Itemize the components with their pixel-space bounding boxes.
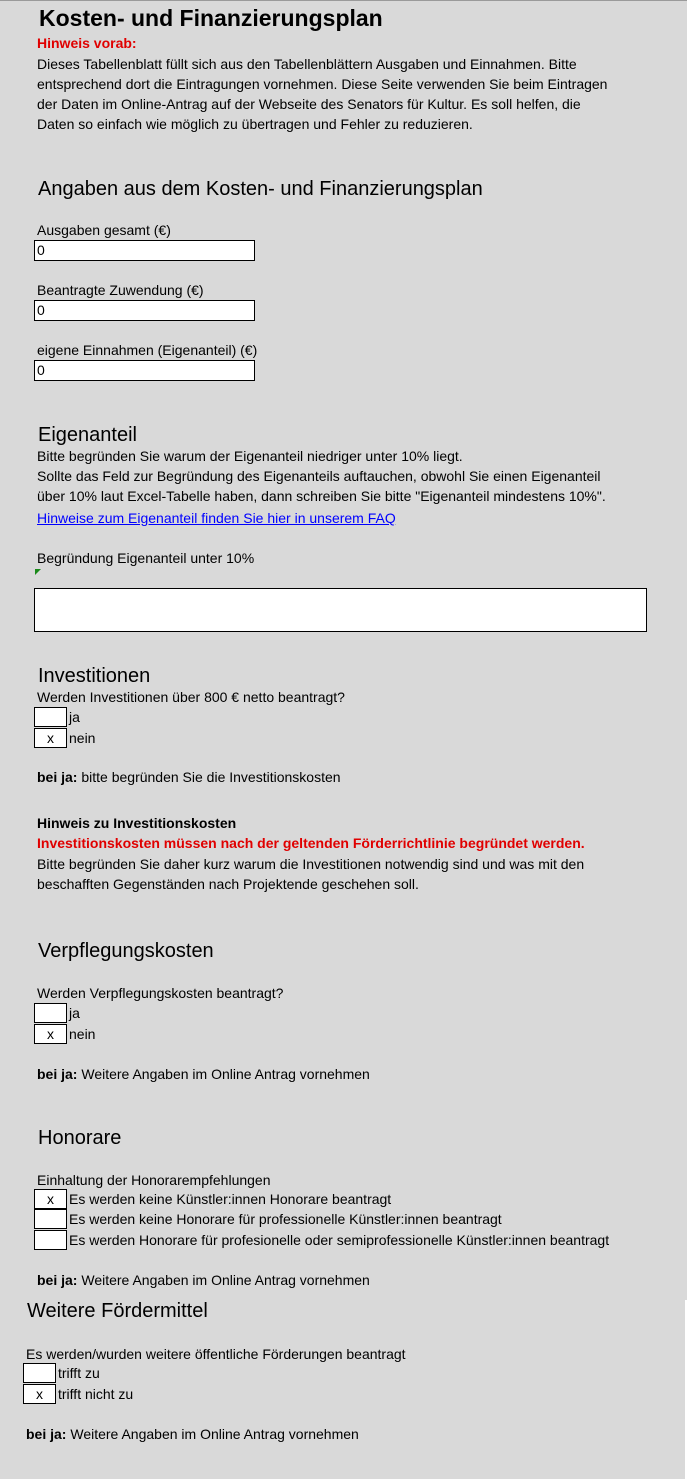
investitionen-hint-red: Investitionskosten müssen nach der geltenden Förderrichtlinie begründet werden.	[37, 835, 585, 851]
foerdermittel-trifft-zu-checkbox[interactable]	[23, 1363, 56, 1383]
note-bold: bei ja:	[37, 1272, 78, 1288]
note-bold: bei ja:	[37, 769, 78, 785]
foerdermittel-trifft-nicht-zu-label: trifft nicht zu	[58, 1386, 134, 1402]
honorare-option-1-label: Es werden keine Künstler:innen Honorare beantragt	[69, 1191, 392, 1207]
begruendung-field[interactable]	[34, 588, 647, 632]
page-title: Kosten- und Finanzierungsplan	[39, 5, 383, 31]
zuwendung-label: Beantragte Zuwendung (€)	[37, 282, 204, 298]
begruendung-label: Begründung Eigenanteil unter 10%	[37, 550, 255, 566]
investitionen-question: Werden Investitionen über 800 € netto beantragt?	[37, 689, 345, 705]
hinweis-line-1: Dieses Tabellenblatt füllt sich aus den Tabellenblättern Ausgaben und Einnahmen. Bitte	[37, 56, 577, 72]
note-text: Weitere Angaben im Online Antrag vornehmen	[77, 1272, 370, 1288]
verpflegung-ja-label: ja	[69, 1005, 80, 1021]
note-bold: bei ja:	[37, 1066, 78, 1082]
investitionen-nein-checkbox[interactable]: x	[34, 728, 67, 748]
ausgaben-gesamt-field[interactable]: 0	[34, 240, 255, 261]
investitionen-note	[37, 767, 341, 787]
honorare-option-2-label: Es werden keine Honorare für professionelle Künstler:innen beantragt	[69, 1211, 502, 1227]
honorare-heading: Honorare	[38, 1127, 122, 1149]
investitionen-ja-label: ja	[69, 709, 80, 725]
hinweis-line-4: Daten so einfach wie möglich zu übertragen und Fehler zu reduzieren.	[37, 116, 473, 132]
verpflegung-question: Werden Verpflegungskosten beantragt?	[37, 985, 284, 1001]
honorare-option-3-checkbox[interactable]	[34, 1230, 67, 1250]
eigenanteil-line-3: über 10% laut Excel-Tabelle haben, dann schreiben Sie bitte "Eigenanteil mindestens 10%".	[37, 488, 606, 504]
hinweis-line-2: entsprechend dort die Eintragungen vornehmen. Diese Seite verwenden Sie beim Eintragen	[37, 76, 608, 92]
investitionen-hint-title: Hinweis zu Investitionskosten	[37, 815, 237, 831]
investitionen-hint-line-2: beschafften Gegenständen nach Projektende geschehen soll.	[37, 876, 419, 892]
zuwendung-field[interactable]: 0	[34, 300, 255, 321]
eigenanteil-line-1: Bitte begründen Sie warum der Eigenanteil niedriger unter 10% liegt.	[37, 448, 463, 464]
honorare-option-2-checkbox[interactable]	[34, 1209, 67, 1229]
hinweis-label: Hinweis vorab:	[37, 35, 137, 51]
verpflegung-ja-checkbox[interactable]	[34, 1003, 67, 1023]
ausgaben-label: Ausgaben gesamt (€)	[37, 222, 171, 238]
comment-indicator	[35, 569, 41, 575]
honorare-question: Einhaltung der Honorarempfehlungen	[37, 1172, 271, 1188]
eigene-einnahmen-label: eigene Einnahmen (Eigenanteil) (€)	[37, 342, 258, 358]
angaben-heading: Angaben aus dem Kosten- und Finanzierungsplan	[38, 178, 483, 200]
eigene-einnahmen-field[interactable]: 0	[34, 360, 255, 381]
verpflegung-nein-label: nein	[69, 1026, 96, 1042]
note-text: Weitere Angaben im Online Antrag vornehmen	[77, 1066, 370, 1082]
eigenanteil-heading: Eigenanteil	[38, 424, 137, 446]
eigenanteil-line-2: Sollte das Feld zur Begründung des Eigenanteils auftauchen, obwohl Sie einen Eigenanteil	[37, 468, 601, 484]
foerdermittel-trifft-nicht-zu-checkbox[interactable]: x	[23, 1384, 56, 1404]
verpflegung-heading: Verpflegungskosten	[38, 940, 214, 962]
note-bold: bei ja:	[26, 1426, 67, 1442]
foerdermittel-heading: Weitere Fördermittel	[27, 1300, 208, 1322]
foerdermittel-note	[26, 1424, 359, 1444]
honorare-note	[37, 1270, 370, 1290]
top-border	[0, 0, 687, 1]
note-text: Weitere Angaben im Online Antrag vornehmen	[66, 1426, 359, 1442]
foerdermittel-trifft-zu-label: trifft zu	[58, 1365, 100, 1381]
honorare-option-1-checkbox[interactable]: x	[34, 1189, 67, 1209]
investitionen-hint-line-1: Bitte begründen Sie daher kurz warum die Investitionen notwendig sind und was mit den	[37, 856, 585, 872]
investitionen-heading: Investitionen	[38, 665, 151, 687]
honorare-option-3-label: Es werden Honorare für profesionelle oder semiprofessionelle Künstler:innen beantragt	[69, 1232, 610, 1248]
verpflegung-note	[37, 1064, 370, 1084]
foerdermittel-question: Es werden/wurden weitere öffentliche Förderungen beantragt	[26, 1346, 406, 1362]
investitionen-ja-checkbox[interactable]	[34, 707, 67, 727]
note-text: bitte begründen Sie die Investitionskosten	[77, 769, 341, 785]
hinweis-line-3: der Daten im Online-Antrag auf der Webseite des Senators für Kultur. Es soll helfen, die	[37, 96, 581, 112]
faq-link[interactable]: Hinweise zum Eigenanteil finden Sie hier in unserem FAQ	[37, 510, 396, 526]
investitionen-nein-label: nein	[69, 730, 96, 746]
verpflegung-nein-checkbox[interactable]: x	[34, 1024, 67, 1044]
